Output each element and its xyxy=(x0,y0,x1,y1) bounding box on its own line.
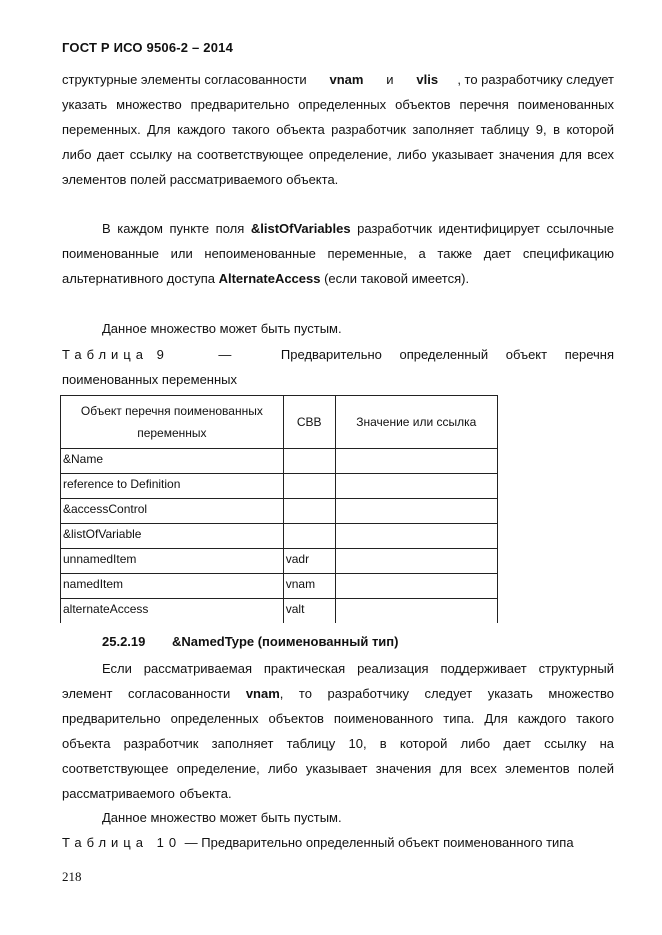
paragraph-1-first-line xyxy=(62,67,614,92)
table-cell: namedItem xyxy=(61,574,284,599)
p4-text-c: , то разработчику следует указать множество предварительно определенных объектов поименованного типа. Для каждого такого объекта разработчик заполняет таблицу 10, в которой либо дает ссылку на соответствующее определение, либо указывает значения для всех элементов полей рассматриваемого объекта. xyxy=(62,686,614,801)
table-cell: &accessControl xyxy=(61,499,284,524)
table-9-caption-dash: — xyxy=(218,347,232,362)
table-9-caption-text: Предварительно определенный объект перечня xyxy=(280,347,614,362)
table-9 xyxy=(60,395,498,623)
p2-alternateaccess: AlternateAccess xyxy=(218,271,321,286)
p2-listofvariables: &listOfVariables xyxy=(250,221,351,236)
table-9-caption-line-2: поименованных переменных xyxy=(62,372,238,387)
table-row xyxy=(61,524,498,549)
p1-vnam: vnam xyxy=(329,72,364,87)
table-cell xyxy=(335,474,497,499)
table-cell xyxy=(335,524,497,549)
table-cell xyxy=(335,499,497,524)
paragraph-5: Данное множество может быть пустым. xyxy=(102,810,342,825)
table-cell: vnam xyxy=(283,574,335,599)
section-heading xyxy=(102,634,398,649)
table-cell: reference to Definition xyxy=(61,474,284,499)
header-cbb: СВВ xyxy=(283,396,335,449)
table-cell xyxy=(283,524,335,549)
header-value-or-reference: Значение или ссылка xyxy=(335,396,497,449)
paragraph-2 xyxy=(62,216,614,291)
table-row xyxy=(61,599,498,624)
section-title: &NamedType (поименованный тип) xyxy=(172,634,399,649)
table-cell xyxy=(335,574,497,599)
table-10-caption xyxy=(62,830,614,855)
table-10-caption-dash: — xyxy=(184,835,198,850)
header-object: Объект перечня поименованных переменных xyxy=(61,396,284,449)
table-cell xyxy=(335,449,497,474)
table-cell: unnamedItem xyxy=(61,549,284,574)
p1-text-a: структурные элементы согласованности xyxy=(62,72,311,87)
p4-text-a: Если рассматриваемая практическая реализация поддерживает структурный элемент согласованности xyxy=(62,661,614,701)
page-number: 218 xyxy=(62,869,82,884)
table-row xyxy=(61,574,498,599)
paragraph-4 xyxy=(62,656,614,806)
table-cell xyxy=(283,474,335,499)
table-row xyxy=(61,449,498,474)
table-10-caption-text: Предварительно определенный объект поименованного типа xyxy=(201,835,574,850)
p2-text-e: (если таковой имеется). xyxy=(320,271,470,286)
p4-vnam: vnam xyxy=(245,686,280,701)
table-10-caption-label: Таблица 10 xyxy=(62,835,182,850)
table-cell: alternateAccess xyxy=(61,599,284,624)
table-9-caption-label: Таблица 9 xyxy=(62,347,169,362)
table-row xyxy=(61,549,498,574)
table-9-caption-line-1 xyxy=(62,342,614,367)
table-cell xyxy=(335,599,497,624)
p1-text-d: , то разработчику следует xyxy=(457,72,614,87)
table-row xyxy=(61,499,498,524)
table-cell: valt xyxy=(283,599,335,624)
table-cell xyxy=(283,449,335,474)
section-number: 25.2.19 xyxy=(102,634,146,649)
paragraph-3: Данное множество может быть пустым. xyxy=(102,321,342,336)
table-cell xyxy=(335,549,497,574)
table-cell: &Name xyxy=(61,449,284,474)
p1-vlis: vlis xyxy=(416,72,439,87)
table-cell: vadr xyxy=(283,549,335,574)
p2-text-c: разработчик идентифицирует ссылочные поименованные или непоименованные переменные, а также дает спецификацию альтернативного доступа xyxy=(62,221,614,286)
paragraph-1-rest: указать множество предварительно определенных объектов перечня поименованных переменных. Для каждого такого объекта разработчик заполняет таблицу 9, в которой либо дает ссылку на соответствующее определение, либо указывает значения для всех элементов полей рассматриваемого объекта. xyxy=(62,97,614,187)
table-cell: &listOfVariable xyxy=(61,524,284,549)
document-header: ГОСТ Р ИСО 9506-2 – 2014 xyxy=(62,40,233,55)
table-cell xyxy=(283,499,335,524)
p1-text-c: и xyxy=(382,72,398,87)
table-header-row xyxy=(61,396,498,449)
table-row xyxy=(61,474,498,499)
p2-text-a: В каждом пункте поля xyxy=(102,221,251,236)
